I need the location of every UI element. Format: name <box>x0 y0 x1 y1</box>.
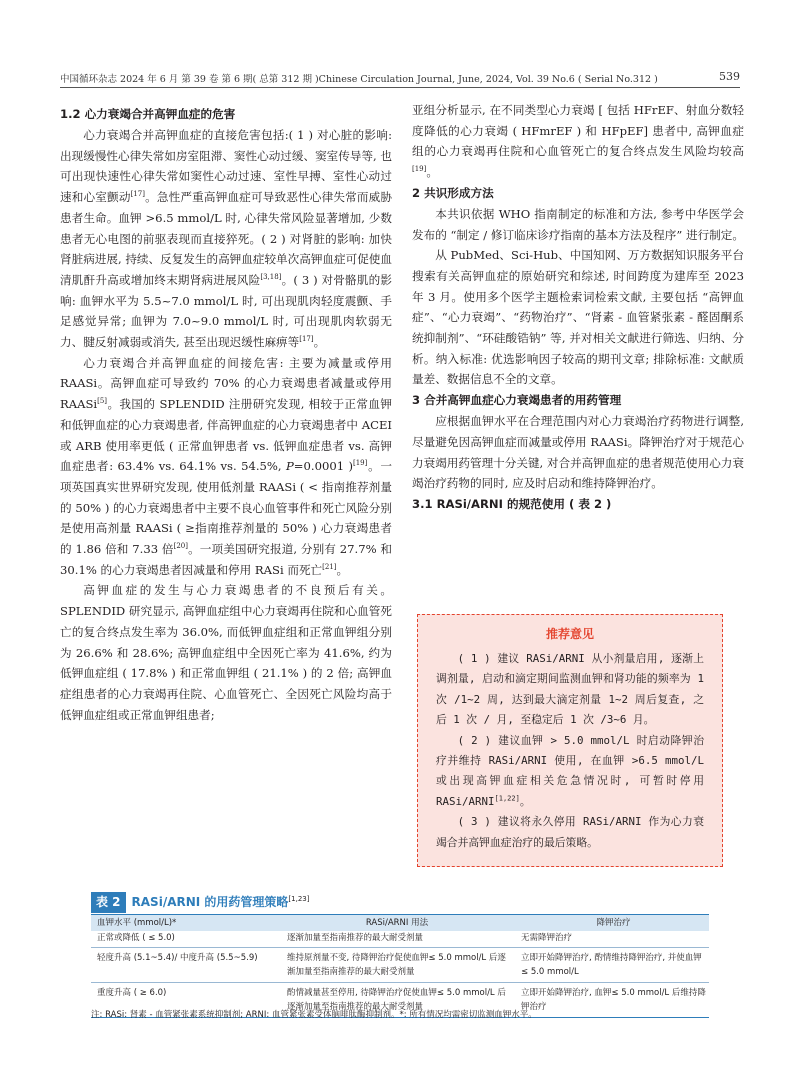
table-cell: 立即开始降钾治疗, 酌情维持降钾治疗, 并使血钾≤ 5.0 mmol/L <box>521 953 702 977</box>
paragraph: 亚组分析显示, 在不同类型心力衰竭 [ 包括 HFrEF、射血分数轻度降低的心力衰竭 ( HFmrEF ) 和 HFpEF] 患者中, 高钾血症组的心力衰竭再住院和心血管死亡的复合终点发生风险均较高[19]。 <box>412 103 744 180</box>
page-number: 539 <box>719 70 740 83</box>
paragraph: 从 PubMed、Sci-Hub、中国知网、万方数据知识服务平台搜索有关高钾血症的原始研究和综述, 时间跨度为建库至 2023 年 3 月。使用多个医学主题检索词检索文献, 主要包括 “高钾血症”、“心力衰竭”、“药物治疗”、“肾素 - 血管紧张素 - 醛固酮系统抑制剂”、“环硅酸锆钠” 等, 并对相关文献进行筛选、归纳、分析。纳入标准: 优选影响因子较高的期刊文章; 排除标准: 文献质量差、数据信息不全的文章。 <box>412 248 744 387</box>
table-header-cell: 降钾治疗 <box>596 918 631 928</box>
table-cell: 正常或降低 ( ≤ 5.0) <box>97 933 175 943</box>
paragraph: 心力衰竭合并高钾血症的间接危害: 主要为减量或停用 RAASi。高钾血症可导致约 70% 的心力衰竭患者减量或停用 RAASi[5]。我国的 SPLENDID 注册研究发现, 相较于正常血钾和低钾血症的心力衰竭患者, 伴高钾血症的心力衰竭患者中 ACEI 或 ARB 使用率更低 ( 正常血钾患者 vs. 低钾血症患者 vs. 高钾血症患者: 63.4% vs. 64.1% vs. 54.5%, P=0.0001 )[19]。一项英国真实世界研究发现, 使用低剂量 RAASi ( < 指南推荐剂量的 50% ) 的心力衰竭患者中主要不良心血管事件和死亡风险分别是使用高剂量 RAASi ( ≥指南推荐剂量的 50% ) 心力衰竭患者的 1.86 倍和 7.33 倍[20]。一项美国研究报道, 分别有 27.7% 和 30.1% 的心力衰竭患者因减量和停用 RASi 而死亡[21]。 <box>60 355 392 577</box>
section-heading-3: 3 合并高钾血症心力衰竭患者的用药管理 <box>412 393 622 408</box>
recommendation-title: 推荐意见 <box>545 627 594 641</box>
table-cell: 无需降钾治疗 <box>521 933 573 943</box>
table-ref: [1,23] <box>288 895 310 903</box>
section-heading-2: 2 共识形成方法 <box>412 185 494 200</box>
right-column <box>412 100 744 515</box>
table-cell: 逐渐加量至指南推荐的最大耐受剂量 <box>287 933 424 943</box>
table-name: RASi/ARNI 的用药管理策略 <box>131 895 289 909</box>
table-header-cell: 血钾水平 (mmol/L)* <box>97 918 177 928</box>
table-cell: 轻度升高 (5.1~5.4)/ 中度升高 (5.5~5.9) <box>97 953 258 963</box>
table-cell: 重度升高 ( ≥ 6.0) <box>97 988 167 998</box>
section-heading-1-2: 1.2 心力衰竭合并高钾血症的危害 <box>60 107 236 121</box>
table-cell: 立即开始降钾治疗, 血钾≤ 5.0 mmol/L 后维持降钾治疗 <box>521 988 706 1012</box>
paragraph: 心力衰竭合并高钾血症的直接危害包括:( 1 ) 对心脏的影响: 出现缓慢性心律失常如房室阻滞、窦性心动过缓、窦室传导等, 也可出现快速性心律失常如窦性心动过速、室性早搏、室性心动过速和心室颤动[17]。急性严重高钾血症可导致恶性心律失常而威胁患者生命。血钾 >6.5 mmol/L 时, 心律失常风险显著增加, 少数患者无心电图的前驱表现而直接猝死。( 2 ) 对肾脏的影响: 加快肾脏病进展, 持续、反复发生的高钾血症较单次高钾血症可促使血清肌酐升高或增加终末期肾病进展风险[3,18]。( 3 ) 对骨骼肌的影响: 血钾水平为 5.5~7.0 mmol/L 时, 可出现肌肉轻度震颤、手足感觉异常; 血钾为 7.0~9.0 mmol/L 时, 可出现肌肉软弱无力、腱反射减弱或消失, 甚至出现迟缓性麻痹等[17]。 <box>60 128 392 350</box>
table-note: 注: RASi: 肾素 - 血管紧张素系统抑制剂; ARNI: 血管紧张素受体脑啡肽酶抑制剂。*: 所有情况均需密切监测血钾水平。 <box>91 1010 537 1020</box>
running-header <box>60 69 740 88</box>
table-cell: 酌情减量甚至停用, 待降钾治疗促使血钾≤ 5.0 mmol/L 后逐渐加量至指南推荐的最大耐受剂量 <box>287 988 506 1012</box>
table-title <box>91 892 709 913</box>
section-heading-3-1: 3.1 RASi/ARNI 的规范使用 ( 表 2 ) <box>412 496 612 511</box>
paragraph: 本共识依据 WHO 指南制定的标准和方法, 参考中华医学会发布的 “制定 / 修订临床诊疗指南的基本方法及程序” 进行制定。 <box>412 206 744 242</box>
recommendation-box <box>417 614 723 867</box>
table-tag: 表 2 <box>91 892 126 913</box>
paragraph: 应根据血钾水平在合理范围内对心力衰竭治疗药物进行调整, 尽量避免因高钾血症而减量或停用 RAASi。降钾治疗对于规范心力衰竭用药管理十分关键, 对合并高钾血症的患者规范使用心力衰竭治疗药物的同时, 应及时启动和维持降钾治疗。 <box>412 414 744 491</box>
table-row <box>91 930 709 948</box>
table-header-row <box>91 914 709 931</box>
recommendation-item: ( 1 ) 建议 RASi/ARNI 从小剂量启用, 逐渐上调剂量, 启动和滴定期间监测血钾和肾功能的频率为 1 次 /1~2 周, 达到最大滴定剂量 1~2 周后复查, 之后 1 次 / 月, 至稳定后 1 次 /3~6 月。 <box>436 652 704 727</box>
left-column <box>60 104 392 725</box>
recommendation-item: ( 2 ) 建议血钾 > 5.0 mmol/L 时启动降钾治疗并维持 RASi/ARNI 使用, 在血钾 >6.5 mmol/L 或出现高钾血症相关危急情况时, 可暂时停用 RASi/ARNI[1,22]。 <box>436 733 704 808</box>
table-body <box>91 930 709 1018</box>
paragraph: 高钾血症的发生与心力衰竭患者的不良预后有关。SPLENDID 研究显示, 高钾血症组中心力衰竭再住院和心血管死亡的复合终点发生率为 36.0%, 而低钾血症组和正常血钾组分别为 26.6% 和 28.6%; 高钾血症组中全因死亡率为 41.6%, 约为低钾血症组 ( 17.8% ) 和正常血钾组 ( 21.1% ) 的 2 倍; 高钾血症组患者的心力衰竭再住院、心血管死亡、全因死亡风险均高于低钾血症组或正常血钾组患者; <box>60 583 392 722</box>
table-row <box>91 948 709 983</box>
table-header-cell: RASi/ARNI 用法 <box>365 918 429 928</box>
table-cell: 维持原剂量不变, 待降钾治疗促使血钾≤ 5.0 mmol/L 后逐渐加量至指南推荐的最大耐受剂量 <box>287 953 506 977</box>
journal-info: 中国循环杂志 2024 年 6 月 第 39 卷 第 6 期( 总第 312 期 )Chinese Circulation Journal, June, 2024, Vol. 39 No.6 ( Serial No.312 ) <box>60 74 658 85</box>
recommendation-item: ( 3 ) 建议将永久停用 RASi/ARNI 作为心力衰竭合并高钾血症治疗的最后策略。 <box>436 815 704 849</box>
